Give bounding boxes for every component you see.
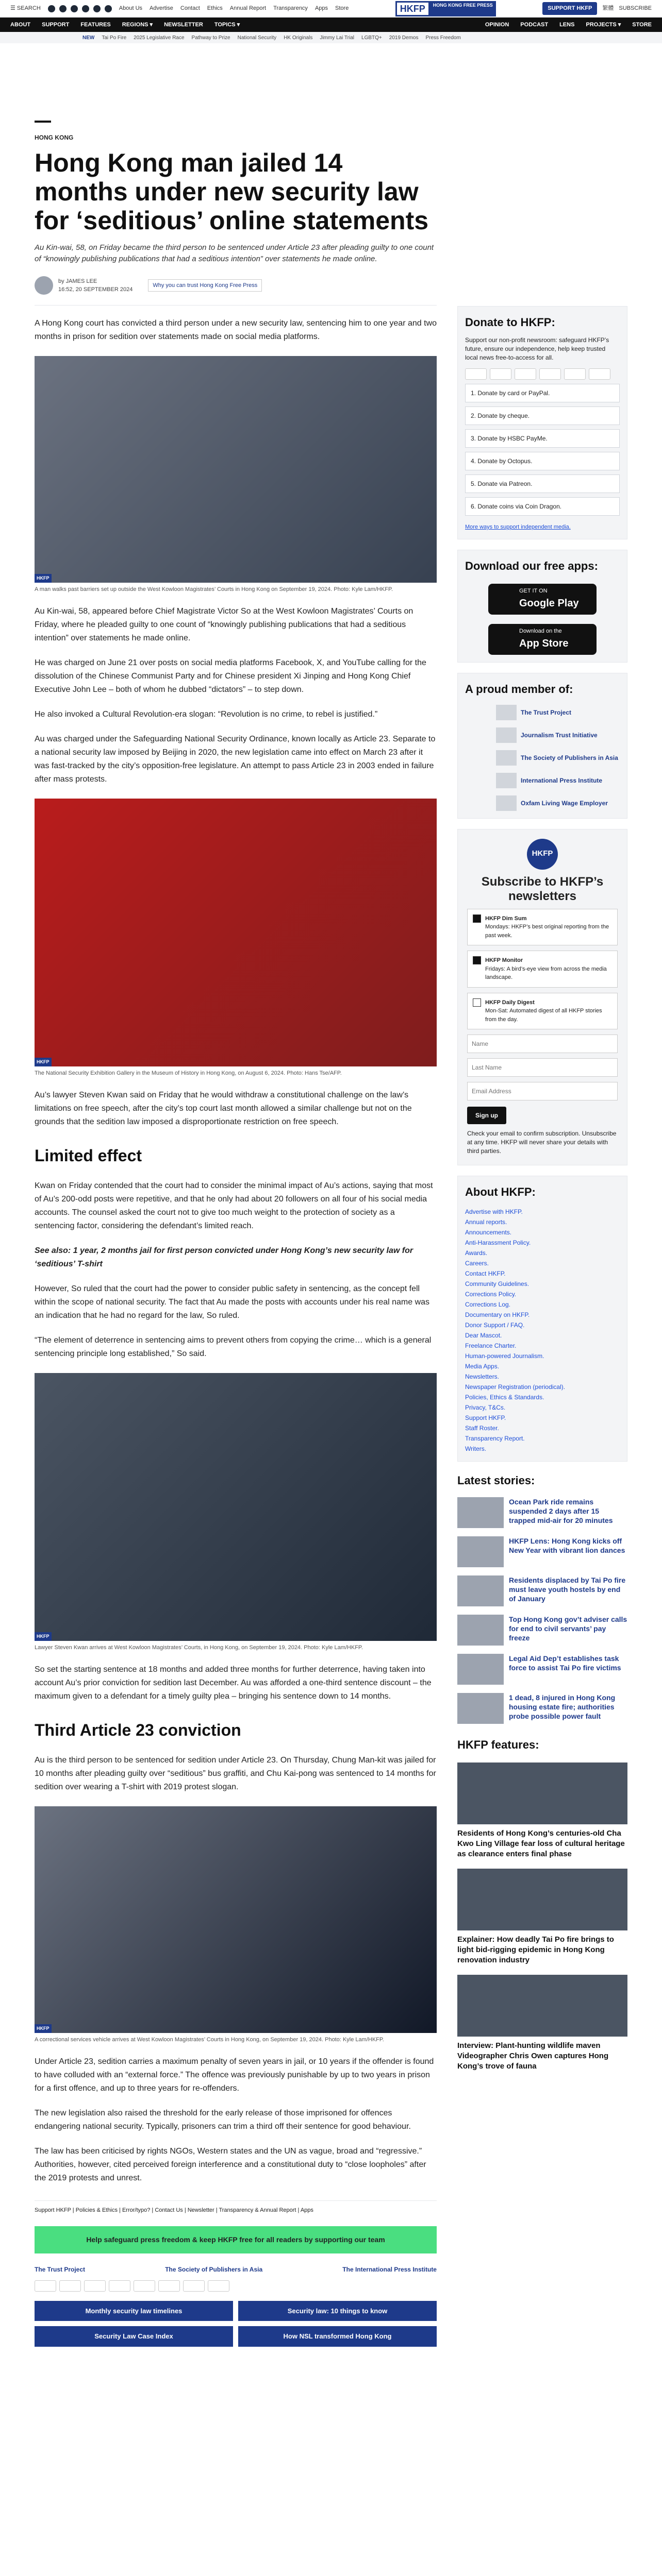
story-title[interactable]: Legal Aid Dep’t establishes task force to assist Tai Po fire victims — [509, 1654, 621, 1672]
donate-heading: Donate to HKFP: — [465, 316, 555, 329]
googlepay-icon — [589, 368, 610, 380]
top-link[interactable]: Contact — [180, 5, 200, 12]
amex-icon — [84, 2280, 106, 2292]
figure — [35, 799, 437, 1077]
subscribe-link[interactable]: SUBSCRIBE — [619, 5, 652, 12]
about-link[interactable]: Advertise with HKFP. — [465, 1208, 523, 1215]
story-title[interactable]: Residents displaced by Tai Po fire must leave youth hostels by end of January — [509, 1576, 626, 1603]
more-ways-link[interactable]: More ways to support independent media. — [465, 524, 571, 530]
new-label: NEW — [82, 35, 95, 41]
trending-link[interactable]: National Security — [237, 35, 277, 41]
nav-item[interactable]: STORE — [632, 21, 652, 28]
youtube-icon[interactable] — [82, 5, 89, 12]
newsletter-note: Check your email to confirm subscription. Unsubscribe at any time. HKFP will never share your details with third parties. — [467, 1130, 617, 1155]
paragraph: Kwan on Friday contended that the court had to consider the minimal impact of Au’s actions, saying that most of Au’s 200-odd posts were repetitive, and that he only had about 20 followers on all four of his social media accounts. The counsel asked the court not to give too much weight to the protection of society as a sentencing factor, considering the defendant’s limited reach. — [35, 1181, 433, 1230]
security-law-links — [35, 2301, 437, 2347]
newsletter-heading: Subscribe to HKFP’s newsletters — [481, 874, 604, 903]
footer-links[interactable]: Support HKFP | Policies & Ethics | Error/typo? | Contact Us | Newsletter | Transparency & Annual Report | Apps — [35, 2200, 437, 2215]
paragraph: However, So ruled that the court had the power to consider public safety in sentencing, as the concept fell within the scope of national security. The fact that Au made the posts with accounts under his real name was an indication that he had no regard for the law, So ruled. — [35, 1284, 430, 1320]
top-links — [119, 4, 349, 13]
divider — [35, 305, 437, 306]
about-link[interactable]: Corrections Log. — [465, 1301, 511, 1308]
paragraph: The law has been criticised by rights NGOs, Western states and the UN as vague, broad and “regressive.” Authorities, however, cited perceived foreign interference and a constitutional duty to “close loopholes” after the 2019 protests and unrest. — [35, 2147, 426, 2182]
about-link[interactable]: Anti-Harassment Policy. — [465, 1239, 531, 1246]
hkfp-photo-mark: HKFP — [35, 1632, 52, 1641]
hkfp-logo[interactable]: HKFP HONG KONG FREE PRESS — [395, 0, 496, 18]
top-link[interactable]: Transparency — [273, 5, 308, 12]
ipi-logo[interactable]: The International Press Institute — [342, 2265, 437, 2273]
donate-option[interactable]: 5. Donate via Patreon. — [465, 474, 620, 493]
first-name-input[interactable] — [467, 1035, 618, 1053]
top-link[interactable]: Annual Report — [229, 5, 267, 12]
checkbox[interactable] — [473, 914, 481, 923]
top-link[interactable]: Apps — [315, 5, 328, 12]
nav-item[interactable]: OPINION — [485, 21, 509, 28]
story-thumbnail[interactable] — [457, 1575, 504, 1606]
nav-item[interactable]: REGIONS ▾ — [122, 21, 153, 28]
caption: Lawyer Steven Kwan arrives at West Kowloon Magistrates’ Courts, in Hong Kong, on September 19, 2024. Photo: Kyle Lam/HKFP. — [35, 1645, 363, 1651]
paragraph: Au’s lawyer Steven Kwan said on Friday that he would withdraw a constitutional challenge on the law’s limitations on free speech, after the city’s top court last month allowed a similar challenge but not on the grounds that the sedition law imposed a disproportionate restriction on free speech. — [35, 1091, 412, 1126]
nav-item[interactable]: NEWSLETTER — [164, 21, 203, 28]
paragraph: He also invoked a Cultural Revolution-era slogan: “Revolution is no crime, to rebel is justified.” — [35, 710, 378, 719]
applepay-icon — [564, 368, 586, 380]
hkfp-circle-logo: HKFP — [527, 839, 558, 870]
see-also-link[interactable]: See also: 1 year, 2 months jail for first person convicted under Hong Kong’s new security law for ‘seditious’ T-shirt — [35, 1246, 413, 1268]
article — [35, 43, 437, 2347]
figure — [35, 1373, 437, 1652]
article-title: Hong Kong man jailed 14 months under new security law for ‘seditious’ online statements — [35, 148, 429, 235]
google-play-button[interactable]: GET IT ON Google Play — [488, 584, 597, 615]
subheading: Third Article 23 conviction — [35, 1721, 241, 1739]
latest-story[interactable] — [457, 1536, 627, 1567]
top-link[interactable]: Advertise — [150, 5, 173, 12]
nav-item[interactable]: LENS — [559, 21, 575, 28]
vehicle-photo[interactable] — [35, 1806, 437, 2033]
about-link[interactable]: Newspaper Registration (periodical). — [465, 1383, 566, 1391]
apps-box — [457, 550, 627, 663]
trending-link[interactable]: Jimmy Lai Trial — [320, 35, 355, 41]
x-icon[interactable] — [59, 5, 67, 12]
subheading: Limited effect — [35, 1146, 142, 1165]
paragraph: “The element of deterrence in sentencing aims to prevent others from copying the crime… which is a general sentencing principle long established,” So said. — [35, 1336, 432, 1358]
donate-option[interactable]: 4. Donate by Octopus. — [465, 452, 620, 470]
visa-icon — [490, 368, 511, 380]
trending-link[interactable]: 2019 Demos — [389, 35, 419, 41]
author-avatar — [35, 276, 53, 295]
top-bar — [0, 0, 662, 18]
instagram-icon[interactable] — [71, 5, 78, 12]
latest-story[interactable] — [457, 1615, 627, 1646]
search-button[interactable]: ☰ SEARCH — [10, 5, 41, 12]
latest-story[interactable] — [457, 1654, 627, 1685]
about-link[interactable]: Documentary on HKFP. — [465, 1311, 530, 1318]
caption: A correctional services vehicle arrives at West Kowloon Magistrates’ Courts in Hong Kong, on September 19, 2024. Photo: Kyle Lam/HKFP. — [35, 2037, 384, 2043]
about-link[interactable]: Careers. — [465, 1260, 489, 1267]
about-link[interactable]: Privacy, T&Cs. — [465, 1404, 506, 1411]
donate-option[interactable]: 1. Donate by card or PayPal. — [465, 384, 620, 402]
story-thumbnail[interactable] — [457, 1654, 504, 1685]
article-category[interactable]: HONG KONG — [35, 134, 74, 141]
feature-title[interactable]: Residents of Hong Kong’s centuries-old Cha Kwo Ling Village fear loss of cultural heritage as clearance enters final phase — [457, 1829, 625, 1858]
case-index-button[interactable]: Security Law Case Index — [35, 2326, 233, 2347]
story-title[interactable]: Ocean Park ride remains suspended 2 days after 15 trapped mid-air for 20 minutes — [509, 1498, 613, 1524]
octopus-icon — [208, 2280, 229, 2292]
googlepay-icon — [158, 2280, 180, 2292]
trending-link[interactable]: 2025 Legislative Race — [134, 35, 185, 41]
latest-story[interactable] — [457, 1693, 627, 1724]
app-store-button[interactable]: Download on the App Store — [488, 624, 597, 655]
about-link[interactable]: Writers. — [465, 1445, 487, 1452]
payme-icon — [183, 2280, 205, 2292]
caption: A man walks past barriers set up outside the West Kowloon Magistrates’ Courts in Hong Kong on September 19, 2024. Photo: Kyle Lam/HKFP. — [35, 586, 393, 592]
story-thumbnail[interactable] — [457, 1615, 504, 1646]
paragraph: Au is the third person to be sentenced for sedition under Article 23. On Thursday, Chung Man-kit was jailed for 10 months after pleading guilty over “seditious” bus graffiti, and Chu Kai-pong was sentenced to 14 months for sedition over wearing a T-shirt with 2019 protest slogan. — [35, 1756, 436, 1791]
newsletter-box — [457, 829, 627, 1166]
latest-story[interactable] — [457, 1497, 627, 1528]
about-link[interactable]: Annual reports. — [465, 1218, 507, 1226]
about-link[interactable]: Support HKFP. — [465, 1414, 506, 1421]
paragraph: A Hong Kong court has convicted a third person under a new security law, sentencing him to one year and two months in prison for sedition over statements made on social media platforms. — [35, 319, 437, 341]
checkbox[interactable] — [473, 998, 481, 1007]
about-link[interactable]: Dear Mascot. — [465, 1332, 502, 1339]
caption: The National Security Exhibition Gallery in the Museum of History in Hong Kong, on August 6, 2024. Photo: Hans Tse/AFP. — [35, 1070, 342, 1076]
court-photo[interactable] — [35, 356, 437, 583]
last-name-input[interactable] — [467, 1058, 618, 1077]
story-thumbnail[interactable] — [457, 1693, 504, 1724]
nav-item[interactable]: SUPPORT — [42, 21, 70, 28]
about-link[interactable]: Corrections Policy. — [465, 1291, 517, 1298]
member-logo[interactable]: The Society of Publishers in Asia — [496, 750, 620, 766]
trending-link[interactable]: LGBTQ+ — [361, 35, 382, 41]
member-heading: A proud member of: — [465, 682, 573, 696]
features — [457, 1736, 627, 2072]
sidebar — [457, 43, 627, 2072]
hkfp-photo-mark: HKFP — [35, 1058, 52, 1067]
donate-banner[interactable]: Help safeguard press freedom & keep HKFP free for all readers by supporting our team — [35, 2226, 437, 2253]
lawyer-photo[interactable] — [35, 1373, 437, 1641]
feature-image[interactable] — [457, 1869, 627, 1930]
trust-project-logo[interactable]: The Trust Project — [35, 2265, 86, 2273]
trending-link[interactable]: Tai Po Fire — [102, 35, 127, 41]
paragraph: The new legislation also raised the threshold for the early release of those imprisoned for offences endangering national security. Typically, prisoners can trim a third off their sentence for good behaviour. — [35, 2109, 411, 2131]
newsletter-option[interactable]: HKFP Daily Digest Mon-Sat: Automated digest of all HKFP stories from the day. — [467, 993, 618, 1030]
author-name[interactable]: by JAMES LEE — [58, 278, 97, 284]
top-link[interactable]: Store — [335, 5, 349, 12]
support-hkfp-button[interactable]: SUPPORT HKFP — [542, 2, 597, 15]
trending-bar — [0, 32, 662, 43]
trending-link[interactable]: HK Originals — [284, 35, 313, 41]
about-link[interactable]: Newsletters. — [465, 1373, 500, 1380]
story-thumbnail[interactable] — [457, 1497, 504, 1528]
main-nav — [0, 18, 662, 32]
figure — [35, 1806, 437, 2044]
nav-item[interactable]: TOPICS ▾ — [214, 21, 240, 28]
about-link[interactable]: Contact HKFP. — [465, 1270, 506, 1277]
feature-story[interactable] — [457, 1869, 627, 1965]
paypal-icon — [539, 368, 561, 380]
threads-icon[interactable] — [105, 5, 112, 12]
member-logo[interactable]: Oxfam Living Wage Employer — [496, 795, 620, 811]
paragraph: Au was charged under the Safeguarding National Security Ordinance, known locally as Article 23. Separate to a national security law imposed by Beijing in 2020, the new legislation came into effect on March 23 after it was fast-tracked by the city’s opposition-free legislature. An attempt to pass Article 23 in 2003 ended in failure after mass protests. — [35, 735, 436, 784]
donate-option[interactable]: 2. Donate by cheque. — [465, 406, 620, 425]
ten-things-button[interactable]: Security law: 10 things to know — [238, 2301, 437, 2321]
about-link[interactable]: Policies, Ethics & Standards. — [465, 1394, 544, 1401]
visa-icon — [59, 2280, 81, 2292]
telegram-icon[interactable] — [93, 5, 101, 12]
hkfp-photo-mark: HKFP — [35, 2024, 52, 2033]
apps-heading: Download our free apps: — [465, 559, 598, 572]
publish-date: 16:52, 20 SEPTEMBER 2024 — [58, 286, 133, 293]
newsletter-option[interactable]: HKFP Monitor Fridays: A bird’s-eye view from across the media landscape. — [467, 951, 618, 988]
story-thumbnail[interactable] — [457, 1536, 504, 1567]
member-logo[interactable]: International Press Institute — [496, 773, 620, 788]
about-link[interactable]: Donor Support / FAQ. — [465, 1321, 525, 1329]
byline — [35, 276, 437, 295]
signup-button[interactable]: Sign up — [467, 1107, 506, 1124]
membership-box — [457, 673, 627, 819]
article-deck: Au Kin-wai, 58, on Friday became the third person to be sentenced under Article 23 after pleading guilty to one count of “knowingly publishing publications that had a seditious intention” over statements he made online. — [35, 243, 434, 263]
paragraph: Under Article 23, sedition carries a maximum penalty of seven years in jail, or 10 years if the offender is found to have colluded with an “external force.” The offence was previously punishable by up to two years in prison for a first offence, and up to three years for re-offenders. — [35, 2057, 434, 2093]
partner-logos — [35, 2265, 437, 2274]
member-logo[interactable]: Journalism Trust Initiative — [496, 727, 620, 743]
story-title[interactable]: Top Hong Kong gov’t adviser calls for end to civil servants’ pay freeze — [509, 1615, 627, 1642]
checkbox[interactable] — [473, 956, 481, 964]
feature-story[interactable] — [457, 1762, 627, 1859]
nav-item[interactable]: ABOUT — [10, 21, 31, 28]
nav-item[interactable]: PROJECTS ▾ — [586, 21, 621, 28]
member-logo[interactable]: The Trust Project — [496, 705, 620, 720]
about-link[interactable]: Announcements. — [465, 1229, 512, 1236]
facebook-icon[interactable] — [48, 5, 55, 12]
payment-icons — [35, 2280, 437, 2292]
about-link[interactable]: Staff Roster. — [465, 1425, 499, 1432]
hkfp-photo-mark: HKFP — [35, 574, 52, 583]
paragraph: Au Kin-wai, 58, appeared before Chief Magistrate Victor So at the West Kowloon Magistrates’ Courts on Friday, where he pleaded guilty to one count of “knowingly publishing publications that had a seditious intention” over statements he made online. — [35, 607, 413, 642]
trending-link[interactable]: Pathway to Prize — [191, 35, 230, 41]
title-rule — [35, 121, 51, 123]
features-heading: HKFP features: — [457, 1738, 539, 1751]
applepay-icon — [134, 2280, 155, 2292]
payment-icons — [465, 368, 620, 380]
amex-icon — [515, 368, 536, 380]
mastercard-icon — [465, 368, 487, 380]
timeline-button[interactable]: Monthly security law timelines — [35, 2301, 233, 2321]
newsletter-option[interactable]: HKFP Dim Sum Mondays: HKFP’s best original reporting from the past week. — [467, 909, 618, 946]
nav-item[interactable]: FEATURES — [80, 21, 111, 28]
mastercard-icon — [35, 2280, 56, 2292]
about-link[interactable]: Awards. — [465, 1249, 488, 1257]
trust-link[interactable]: Why you can trust Hong Kong Free Press — [148, 279, 262, 292]
language-link[interactable]: 繁體 — [602, 5, 614, 12]
latest-heading: Latest stories: — [457, 1474, 535, 1487]
about-heading: About HKFP: — [465, 1185, 536, 1198]
sopa-logo[interactable]: The Society of Publishers in Asia — [165, 2265, 263, 2273]
about-list — [465, 1207, 620, 1454]
feature-image[interactable] — [457, 1975, 627, 2037]
about-link[interactable]: Freelance Charter. — [465, 1342, 517, 1349]
paragraph: He was charged on June 21 over posts on social media platforms Facebook, X, and YouTube calling for the dissolution of the Chinese Communist Party and for Chinese president Xi Jinping and Hong Kong Chief Executive John Lee – both of whom he dubbed “dictators” – to step down. — [35, 658, 426, 694]
story-title[interactable]: 1 dead, 8 injured in Hong Kong housing estate fire; authorities probe possible power fault — [509, 1693, 616, 1720]
donate-option[interactable]: 6. Donate coins via Coin Dragon. — [465, 497, 620, 516]
about-link[interactable]: Community Guidelines. — [465, 1280, 529, 1287]
about-link[interactable]: Human-powered Journalism. — [465, 1352, 544, 1360]
story-title[interactable]: HKFP Lens: Hong Kong kicks off New Year with vibrant lion dances — [509, 1537, 625, 1554]
paragraph: So set the starting sentence at 18 months and added three months for further deterrence, having taken into account Au’s prior conviction for sedition last December. Au was afforded a one-third sentence discount – the maximum given to a defendant for a timely guilty plea – bringing his sentence down to 14 months. — [35, 1665, 432, 1701]
about-link[interactable]: Media Apps. — [465, 1363, 500, 1370]
figure — [35, 356, 437, 594]
donate-option[interactable]: 3. Donate by HSBC PayMe. — [465, 429, 620, 448]
latest-story[interactable] — [457, 1575, 627, 1606]
about-box — [457, 1176, 627, 1462]
email-input[interactable] — [467, 1082, 618, 1100]
top-link[interactable]: Ethics — [207, 5, 223, 12]
social-icons — [48, 5, 112, 12]
exhibition-photo[interactable] — [35, 799, 437, 1066]
latest-stories — [457, 1472, 627, 1724]
feature-story[interactable] — [457, 1975, 627, 2072]
donate-box — [457, 306, 627, 539]
feature-image[interactable] — [457, 1762, 627, 1824]
paypal-icon — [109, 2280, 130, 2292]
feature-title[interactable]: Interview: Plant-hunting wildlife maven Videographer Chris Owen captures Hong Kong’s trove of fauna — [457, 2041, 609, 2071]
donate-text: Support our non-profit newsroom: safeguard HKFP’s future, ensure our independence, help keep trusted local news free-to-access for all. — [465, 336, 609, 361]
nsl-transform-button[interactable]: How NSL transformed Hong Kong — [238, 2326, 437, 2347]
trending-link[interactable]: Press Freedom — [425, 35, 461, 41]
nav-item[interactable]: PODCAST — [520, 21, 549, 28]
about-link[interactable]: Transparency Report. — [465, 1435, 525, 1442]
top-link[interactable]: About Us — [119, 5, 143, 12]
feature-title[interactable]: Explainer: How deadly Tai Po fire brings to light bid-rigging epidemic in Hong Kong renovation industry — [457, 1935, 614, 1964]
